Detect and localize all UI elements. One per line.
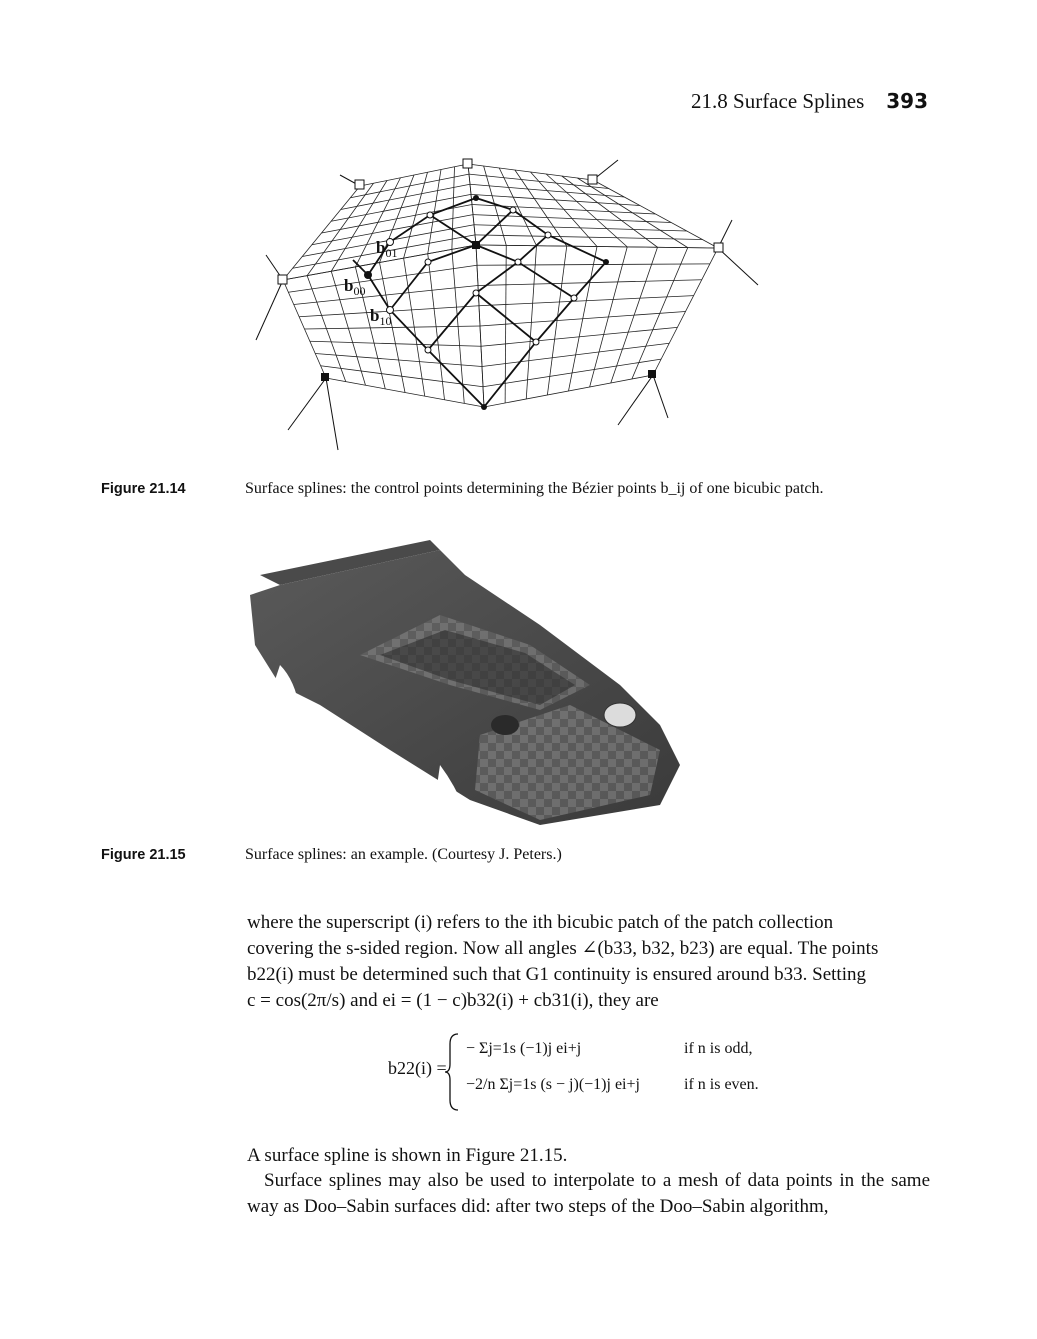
bezier-point: [481, 404, 487, 410]
headlight: [491, 715, 519, 735]
bezier-point: [425, 259, 431, 265]
bezier-point: [603, 259, 609, 265]
figure-21-15-car-image: [240, 535, 710, 830]
text-line: c = cos(2π/s) and ei = (1 − c)b32(i) + cb31(i), they are: [247, 990, 659, 1011]
figure-21-14-diagram: [248, 150, 768, 460]
equation-lhs: b22(i) =: [388, 1058, 447, 1078]
figure-label: Figure 21.14: [101, 481, 186, 497]
text-line: covering the s-sided region. Now all angles ∠(b33, b32, b23) are equal. The points: [247, 938, 879, 959]
corner-point: [463, 159, 472, 168]
mesh-line: [481, 327, 677, 346]
paragraph-3: Surface splines may also be used to interpolate to a mesh of data points in the same way as Doo–Sabin surfaces did: after two steps of the Doo–Sabin algorithm,: [247, 1170, 930, 1217]
mesh-line: [474, 225, 687, 231]
bezier-point: [425, 347, 431, 353]
equation: [388, 1032, 808, 1112]
mesh-line: [653, 248, 718, 375]
case-1: − Σj=1s (−1)j ei+j: [466, 1040, 582, 1057]
mesh-line: [480, 312, 686, 327]
mesh-line: [484, 375, 653, 407]
center-point: [472, 241, 480, 249]
mesh-line: [315, 354, 482, 367]
label-b00-sub: 00: [353, 284, 366, 298]
corner-point: [321, 373, 329, 381]
section-title: 21.8 Surface Splines: [691, 89, 865, 113]
bezier-point-b10: [387, 307, 394, 314]
bezier-point: [515, 259, 521, 265]
bezier-point: [571, 295, 577, 301]
figure-label: Figure 21.15: [101, 847, 186, 863]
bezier-point: [473, 290, 479, 296]
corner-point: [714, 243, 723, 252]
corner-point: [648, 370, 656, 378]
label-b10: $b_{10}$: [370, 306, 392, 328]
condition-2: if n is even.: [684, 1076, 759, 1093]
figure-21-14-caption: [101, 480, 824, 498]
mesh-line: [590, 247, 628, 387]
corner-point: [355, 180, 364, 189]
running-header: [691, 89, 928, 114]
case-2: −2/n Σj=1s (s − j)(−1)j ei+j: [466, 1076, 640, 1093]
condition-1: if n is odd,: [684, 1040, 753, 1057]
extension-lines: [256, 160, 758, 450]
text-line: b22(i) must be determined such that G1 continuity is ensured around b33. Setting: [247, 964, 866, 985]
bezier-point: [427, 212, 433, 218]
paragraph-2: A surface spline is shown in Figure 21.15.: [247, 1145, 568, 1166]
bezier-point: [510, 207, 516, 213]
label-b01: $b_{01}$: [376, 238, 398, 260]
mesh-line: [611, 247, 658, 383]
page-number: 393: [886, 89, 928, 113]
corner-point: [588, 175, 597, 184]
mesh-line: [321, 366, 483, 387]
bezier-net: [353, 198, 606, 407]
text-line: where the superscript (i) refers to the ith bicubic patch of the patch collection: [247, 912, 834, 933]
figure-21-15-caption: [101, 846, 562, 864]
corner-point: [278, 275, 287, 284]
bezier-point: [545, 232, 551, 238]
bezier-point: [533, 339, 539, 345]
caption-text: Surface splines: the control points determining the Bézier points b_ij of one bicubic patch.: [245, 480, 824, 497]
mesh-line: [546, 174, 627, 247]
label-b00: $b_{00}$: [344, 276, 366, 298]
caption-text: Surface splines: an example. (Courtesy J. Peters.): [245, 846, 562, 863]
bezier-point: [473, 195, 479, 201]
mesh-line: [482, 343, 669, 366]
bezier-point-b01: [387, 239, 394, 246]
brace: [444, 1032, 460, 1112]
headlight: [604, 703, 636, 727]
bezier-point-b00: [364, 271, 372, 279]
paragraph-1: [247, 910, 930, 1014]
